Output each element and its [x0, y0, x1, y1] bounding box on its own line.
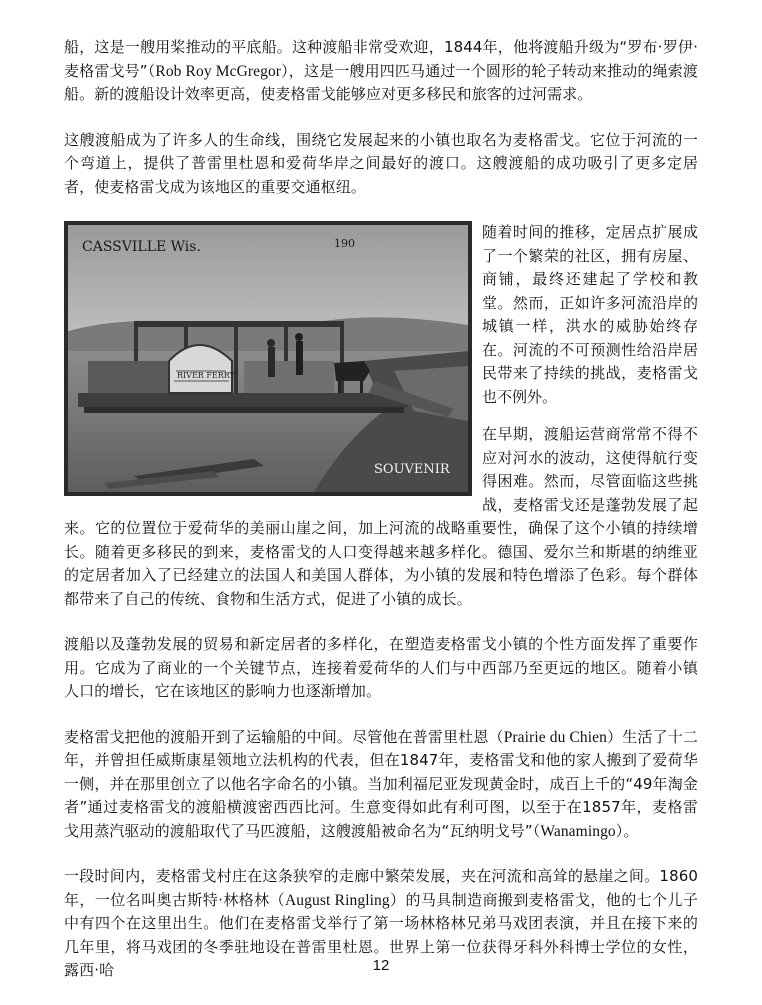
paragraph-2: 这艘渡船成为了许多人的生命线，围绕它发展起来的小镇也取名为麦格雷戈。它位于河流的一个弯道上，提供了普雷里杜恩和爱荷华岸之间最好的渡口。这艘渡船的成功吸引了更多定居者，使麦格雷戈成为该地区的重要交通枢纽。 [64, 130, 698, 196]
paragraph-1 [64, 36, 698, 107]
latin-name: Rob Roy McGregor [155, 62, 282, 80]
latin-name: Prairie du Chien [503, 728, 608, 746]
boat-label: RIVER FERRY [177, 371, 235, 380]
ferry-photo [64, 221, 472, 496]
text-run: ）的马具制造商搬到麦格雷戈，他的七个儿子中有四个在这里出生。他们在麦格雷戈举行了第一场林格林兄弟马戏团表演，并且在接下来的几年里，将马戏团的冬季驻地设在普雷里杜恩。世界上第一位获得牙科外科博士学位的女性，露西·哈 [64, 890, 698, 979]
souvenir-stamp: SOUVENIR [374, 462, 450, 477]
ferry-photo-image [64, 221, 472, 496]
document-page [64, 36, 698, 1005]
text-run: ）。 [615, 821, 639, 840]
paragraph-5: 渡船以及蓬勃发展的贸易和新定居者的多样化，在塑造麦格雷戈小镇的个性方面发挥了重要作用。它成为了商业的一个关键节点，连接着爱荷华的人们与中西部乃至更远的地区。随着小镇人口的增长，它在该地区的影响力也逐渐增加。 [64, 635, 698, 700]
latin-name: Wanamingo [540, 822, 616, 840]
paragraph-4: 在早期，渡船运营商常常不得不应对河水的波动，这使得航行变得困难。然而，尽管面临这些挑战，麦格雷戈还是蓬勃发展了起来。它的位置位于爱荷华的美丽山崖之间，加上河流的战略重要性，确保了这个小镇的持续增长。随着更多移民的到来，麦格雷戈的人口变得越来越多样化。德国、爱尔兰和斯堪的纳维亚的定居者加入了已经建立的法国人和美国人群体，为小镇的发展和特色增添了色彩。每个群体都带来了自己的传统、食物和生活方式，促进了小镇的成长。 [64, 425, 698, 608]
paragraph-6 [64, 726, 698, 844]
text-run: ），这是一艘用四匹马通过一个圆形的轮子转动来推动的绳索渡船。新的渡船设计效率更高，使麦格雷戈能够应对更多移民和旅客的过河需求。 [64, 61, 698, 103]
text-run: 船，这是一艘用桨推动的平底船。这种渡船非常受欢迎，1844年，他将渡船升级为“罗布·罗伊·麦格雷戈号”（ [64, 38, 698, 80]
text-run: 一段时间内，麦格雷戈村庄在这条狭窄的走廊中繁荣发展，夹在河流和高耸的悬崖之间。1860年，一位名叫奥古斯特·林格林（ [64, 867, 698, 909]
text-run: 麦格雷戈把他的渡船开到了运输船的中间。尽管他在普雷里杜恩（ [64, 727, 504, 746]
photo-year: 190 [334, 237, 355, 250]
text-run: ）生活了十二年，并曾担任威斯康星领地立法机构的代表，但在1847年，麦格雷戈和他的家人搬到了爱荷华一侧，并在那里创立了以他名字命名的小镇。当加利福尼亚发现黄金时，成百上千的“49年淘金者”通过麦格雷戈的渡船横渡密西西比河。生意变得如此有利可图，以至于在1857年，麦格雷戈用蒸汽驱动的渡船取代了马匹渡船，这艘渡船被命名为“瓦纳明戈号”（ [64, 727, 699, 840]
paragraph-3: 随着时间的推移，定居点扩展成了一个繁荣的社区，拥有房屋、商铺，最终还建起了学校和教堂。然而，正如许多河流沿岸的城镇一样，洪水的威胁始终存在。河流的不可预测性给沿岸居民带来了持续的挑战，麦格雷戈也不例外。 [482, 223, 698, 406]
photo-caption: CASSVILLE Wis. [82, 239, 201, 255]
latin-name: August Ringling [284, 891, 390, 909]
page-number: 12 [372, 957, 390, 974]
